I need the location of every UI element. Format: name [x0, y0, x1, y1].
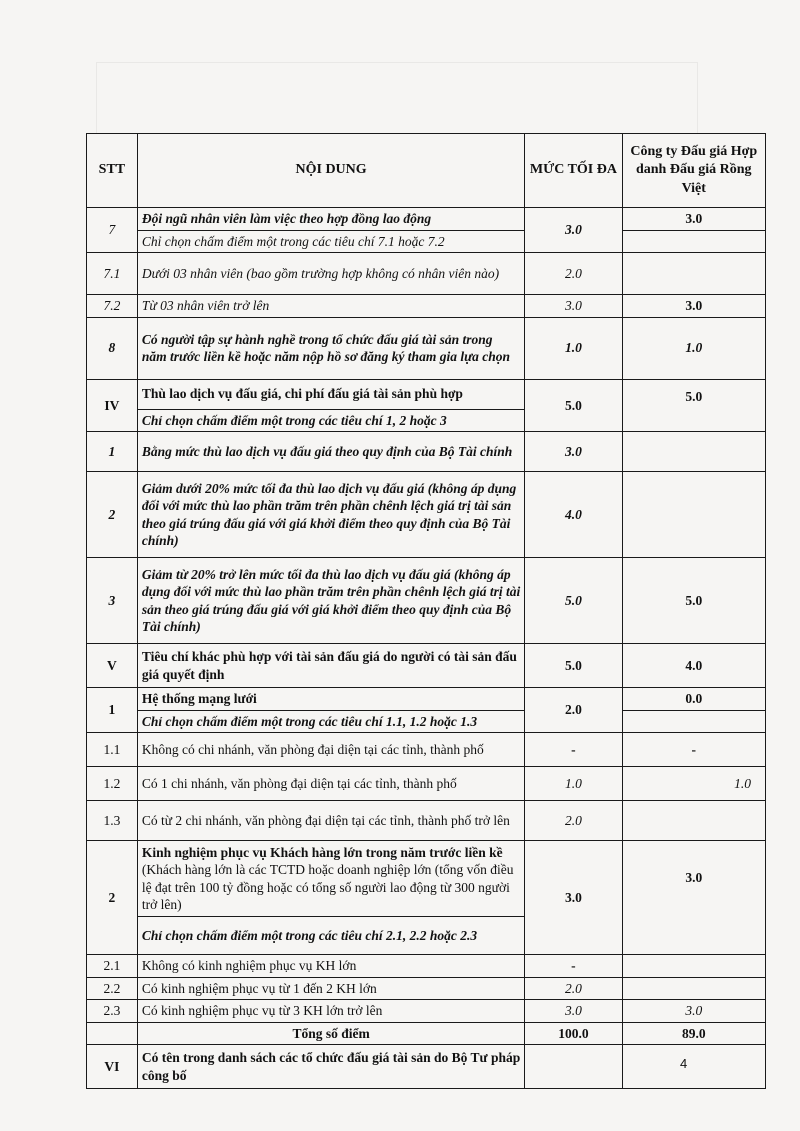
- row-label: Dưới 03 nhân viên (bao gồm trường hợp không có nhân viên nào): [137, 253, 525, 295]
- row-label-bold: Kinh nghiệm phục vụ Khách hàng lớn trong năm trước liền kề: [141, 844, 503, 860]
- row-value: -: [622, 733, 766, 767]
- row-note: Chỉ chọn chấm điểm một trong các tiêu chí 7.1 hoặc 7.2: [137, 230, 525, 253]
- row-label: Không có kinh nghiệm phục vụ KH lớn: [137, 955, 525, 978]
- row-max: -: [525, 733, 622, 767]
- row-stt: 1: [87, 432, 138, 472]
- row-label: Có người tập sự hành nghề trong tổ chức đấu giá tài sản trong năm trước liền kề hoặc năm nộp hồ sơ đăng ký tham gia lựa chọn: [137, 317, 525, 379]
- row-value: 3.0: [622, 295, 766, 318]
- row-value: 4.0: [622, 644, 766, 688]
- row-label: Từ 03 nhân viên trở lên: [137, 295, 525, 318]
- table-row: [87, 558, 766, 644]
- row-max: 3.0: [525, 208, 622, 253]
- total-stt-empty: [87, 1022, 138, 1045]
- row-value: 1.0: [622, 317, 766, 379]
- row-label: Có tên trong danh sách các tổ chức đấu giá tài sản do Bộ Tư pháp công bố: [137, 1045, 525, 1089]
- row-max: 3.0: [525, 1000, 622, 1023]
- row-max: 5.0: [525, 644, 622, 688]
- row-label: Bằng mức thù lao dịch vụ đấu giá theo quy định của Bộ Tài chính: [137, 432, 525, 472]
- row-label: Thù lao dịch vụ đấu giá, chi phí đấu giá tài sản phù hợp: [137, 379, 525, 409]
- table-row: [87, 688, 766, 711]
- row-value: 0.0: [622, 688, 766, 711]
- row-stt: 2.2: [87, 977, 138, 1000]
- row-label: Giảm từ 20% trở lên mức tối đa thù lao dịch vụ đấu giá (không áp dụng đối với mức thù lao phần trăm trên phần chênh lệch giá trị tài sản theo giá trúng đấu giá với giá khởi điểm theo quy định của Bộ Tài chính): [137, 558, 525, 644]
- row-value: 5.0: [622, 558, 766, 644]
- row-max: 5.0: [525, 379, 622, 432]
- row-max: 4.0: [525, 472, 622, 558]
- row-label: Có từ 2 chi nhánh, văn phòng đại diện tại các tỉnh, thành phố trở lên: [137, 801, 525, 841]
- row-label: Có kinh nghiệm phục vụ từ 3 KH lớn trở lên: [137, 1000, 525, 1023]
- table-row: [87, 977, 766, 1000]
- row-value-empty: [622, 432, 766, 472]
- row-max: 2.0: [525, 253, 622, 295]
- row-stt: 1.1: [87, 733, 138, 767]
- row-note: Chỉ chọn chấm điểm một trong các tiêu chí 2.1, 2.2 hoặc 2.3: [137, 917, 525, 955]
- bleed-through-table: [96, 62, 698, 134]
- total-label: Tổng số điểm: [137, 1022, 525, 1045]
- row-value: 3.0: [622, 841, 766, 955]
- row-value-empty: [622, 801, 766, 841]
- row-stt: VI: [87, 1045, 138, 1089]
- row-stt: 2.3: [87, 1000, 138, 1023]
- table-row: [87, 841, 766, 917]
- table-row: [87, 955, 766, 978]
- row-label-detail: (Khách hàng lớn là các TCTD hoặc doanh nghiệp lớn (tổng vốn điều lệ đạt trên 100 tỷ đồng hoặc có tổng số người lao động từ 300 người trở lên): [141, 862, 514, 913]
- row-stt: 2: [87, 472, 138, 558]
- table-row: [87, 644, 766, 688]
- table-row: [87, 253, 766, 295]
- row-stt: 2.1: [87, 955, 138, 978]
- row-max: 2.0: [525, 801, 622, 841]
- header-content: NỘI DUNG: [137, 134, 525, 208]
- row-label: Có 1 chi nhánh, văn phòng đại diện tại các tỉnh, thành phố: [137, 767, 525, 801]
- row-value-empty: [622, 1045, 766, 1089]
- row-label: Tiêu chí khác phù hợp với tài sản đấu giá do người có tài sản đấu giá quyết định: [137, 644, 525, 688]
- row-max: 1.0: [525, 767, 622, 801]
- header-company: Công ty Đấu giá Hợp danh Đấu giá Rồng Việt: [622, 134, 766, 208]
- total-value: 89.0: [622, 1022, 766, 1045]
- row-max: 2.0: [525, 977, 622, 1000]
- row-value: 5.0: [622, 379, 766, 432]
- table-row: [87, 710, 766, 733]
- table-row: [87, 379, 766, 409]
- row-label: Có kinh nghiệm phục vụ từ 1 đến 2 KH lớn: [137, 977, 525, 1000]
- row-max: 2.0: [525, 688, 622, 733]
- row-max: 3.0: [525, 295, 622, 318]
- row-note: Chỉ chọn chấm điểm một trong các tiêu chí 1.1, 1.2 hoặc 1.3: [137, 710, 525, 733]
- row-stt: 1: [87, 688, 138, 733]
- row-value-empty: [622, 955, 766, 978]
- row-stt: 3: [87, 558, 138, 644]
- table-row: [87, 317, 766, 379]
- table-row: [87, 801, 766, 841]
- row-stt: 7: [87, 208, 138, 253]
- header-max: MỨC TỐI ĐA: [525, 134, 622, 208]
- table-row: [87, 733, 766, 767]
- row-label: Đội ngũ nhân viên làm việc theo hợp đồng lao động: [137, 208, 525, 231]
- row-value-empty: [622, 230, 766, 253]
- row-value-empty: [622, 472, 766, 558]
- row-stt: V: [87, 644, 138, 688]
- table-row: [87, 230, 766, 253]
- header-stt: STT: [87, 134, 138, 208]
- row-value-empty: [622, 710, 766, 733]
- table-header-row: [87, 134, 766, 208]
- row-label: Không có chi nhánh, văn phòng đại diện tại các tỉnh, thành phố: [137, 733, 525, 767]
- row-label: Giảm dưới 20% mức tối đa thù lao dịch vụ đấu giá (không áp dụng đối với mức thù lao phần trăm trên phần chênh lệch giá trị tài sản theo giá trúng đấu giá với giá khởi điểm theo quy định của Bộ Tài chính): [137, 472, 525, 558]
- table-row: [87, 1000, 766, 1023]
- row-max-empty: [525, 1045, 622, 1089]
- row-label: [137, 841, 525, 917]
- total-row: [87, 1022, 766, 1045]
- table-row: [87, 208, 766, 231]
- row-stt: IV: [87, 379, 138, 432]
- row-note: Chỉ chọn chấm điểm một trong các tiêu chí 1, 2 hoặc 3: [137, 409, 525, 432]
- row-stt: 7.1: [87, 253, 138, 295]
- table-row: [87, 1045, 766, 1089]
- row-label: Hệ thống mạng lưới: [137, 688, 525, 711]
- row-value-empty: [622, 977, 766, 1000]
- row-max: 1.0: [525, 317, 622, 379]
- row-max: -: [525, 955, 622, 978]
- table-row: [87, 767, 766, 801]
- row-max: 3.0: [525, 841, 622, 955]
- row-max: 5.0: [525, 558, 622, 644]
- row-value-empty: [622, 253, 766, 295]
- page-number: 4: [680, 1056, 688, 1071]
- row-stt: 1.2: [87, 767, 138, 801]
- row-stt: 1.3: [87, 801, 138, 841]
- total-max: 100.0: [525, 1022, 622, 1045]
- row-max: 3.0: [525, 432, 622, 472]
- row-value: 3.0: [622, 208, 766, 231]
- scoring-table: [86, 133, 766, 1089]
- row-stt: 2: [87, 841, 138, 955]
- table-row: [87, 472, 766, 558]
- row-stt: 7.2: [87, 295, 138, 318]
- table-row: [87, 295, 766, 318]
- row-value: 1.0: [622, 767, 766, 801]
- table-row: [87, 432, 766, 472]
- row-stt: 8: [87, 317, 138, 379]
- row-value: 3.0: [622, 1000, 766, 1023]
